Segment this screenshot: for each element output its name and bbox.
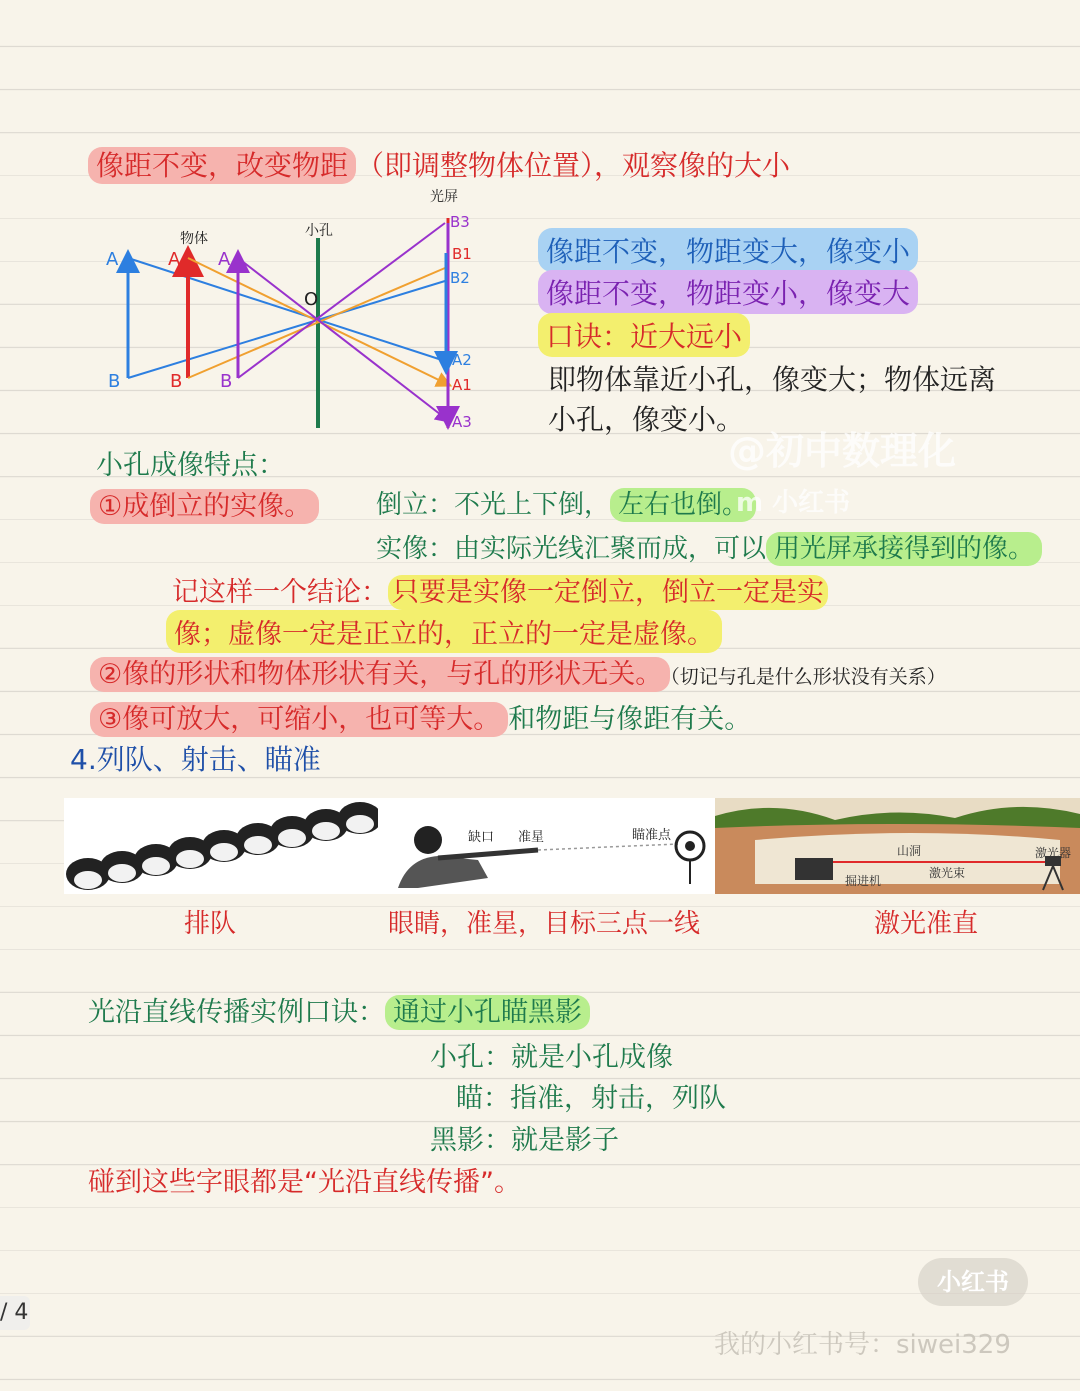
mnemonic-footer: 碰到这些字眼都是“光沿直线传播”。 xyxy=(88,1167,521,1198)
conclusion-lead: 记这样一个结论： xyxy=(172,577,388,608)
queue-illustration xyxy=(64,798,378,894)
feature-1-text: ①成倒立的实像。 xyxy=(90,489,319,524)
label-o: O xyxy=(304,289,319,310)
real-label: 实像： xyxy=(376,534,455,564)
label-notch: 缺口 xyxy=(468,830,495,845)
label-a1: A1 xyxy=(452,376,472,394)
label-a-red: A xyxy=(168,249,181,270)
rule-explain-2: 小孔，像变小。 xyxy=(548,403,745,436)
conclusion-line-1 xyxy=(172,570,828,609)
inverted-label: 倒立： xyxy=(376,490,455,520)
label-aim-point: 瞄准点 xyxy=(632,828,672,843)
section4-title: 4.列队、射击、瞄准 xyxy=(70,743,321,776)
conclusion-line-2: 像；虚像一定是正立的，正立的一定是虚像。 xyxy=(166,610,722,653)
caption-aiming: 眼睛，准星，目标三点一线 xyxy=(388,909,701,939)
label-a3: A3 xyxy=(452,413,472,431)
conclusion-text-1: 只要是实像一定倒立，倒立一定是实 xyxy=(388,575,828,610)
label-tunnel: 山洞 xyxy=(897,844,922,858)
rule-explain-1: 即物体靠近小孔，像变大；物体远离 xyxy=(548,363,997,396)
caption-laser: 激光准直 xyxy=(874,909,979,939)
label-b2: B2 xyxy=(450,269,470,287)
mnemonic-item-shadow: 黑影：就是影子 xyxy=(430,1125,619,1156)
label-a-blue: A xyxy=(106,249,119,270)
real-text: 由实际光线汇聚而成，可以 xyxy=(454,534,767,564)
label-laser-device: 激光器 xyxy=(1035,846,1072,860)
aiming-image xyxy=(378,798,715,894)
feature-1-real xyxy=(376,528,1042,565)
page-number: / 4 xyxy=(0,1296,30,1330)
label-screen: 光屏 xyxy=(430,189,458,205)
watermark-site: m 小红书 xyxy=(736,488,851,518)
rule-far-small: 像距不变，物距变大，像变小 xyxy=(538,228,918,272)
label-front-sight: 准星 xyxy=(518,830,545,845)
feature-2-note: （切记与孔是什么形状没有关系） xyxy=(670,666,946,688)
label-b3: B3 xyxy=(450,213,470,231)
feature-2-text: ②像的形状和物体形状有关，与孔的形状无关。 xyxy=(90,657,670,692)
label-a2: A2 xyxy=(452,351,472,369)
rule-near-large: 像距不变，物距变小，像变大 xyxy=(538,270,918,314)
mnemonic-highlight: 通过小孔瞄黑影 xyxy=(385,995,590,1030)
mnemonic-item-hole: 小孔：就是小孔成像 xyxy=(430,1042,673,1073)
caption-queue: 排队 xyxy=(184,909,237,939)
real-text-2: 用光屏承接得到的像。 xyxy=(766,532,1042,566)
feature-1-inverted xyxy=(376,484,756,521)
ray-blue-top xyxy=(128,258,445,361)
label-boring-machine: 掘进机 xyxy=(845,874,882,888)
xiaohongshu-logo: 小红书 xyxy=(918,1258,1028,1306)
feature-3 xyxy=(90,697,751,736)
feature-3-text: ③像可放大，可缩小，也可等大。 xyxy=(90,702,508,737)
heading-rest: （即调整物体位置），观察像的大小 xyxy=(356,149,791,182)
mnemonic-lead-line xyxy=(88,990,590,1029)
label-hole: 小孔 xyxy=(305,223,333,239)
mnemonic-lead: 光沿直线传播实例口诀： xyxy=(88,997,385,1028)
aiming-illustration xyxy=(378,798,715,894)
queue-image xyxy=(64,798,378,894)
heading-highlight: 像距不变，改变物距 xyxy=(88,147,356,184)
label-a-purple: A xyxy=(218,249,231,270)
ray-purple-bottom xyxy=(238,223,445,378)
top-heading xyxy=(88,144,790,184)
label-b-purple: B xyxy=(220,371,233,392)
feature-1 xyxy=(90,484,319,523)
watermark-account: 我的小红书号：siwei329 xyxy=(714,1330,1011,1360)
feature-2 xyxy=(90,652,946,691)
watermark-handle: @初中数理化 xyxy=(728,429,957,473)
inverted-text: 不光上下倒， xyxy=(454,490,611,520)
label-b1: B1 xyxy=(452,245,472,263)
feature-3-tail: 和物距与像距有关。 xyxy=(508,704,752,735)
features-title: 小孔成像特点： xyxy=(96,450,285,481)
pinhole-diagram xyxy=(100,183,490,433)
label-b-red: B xyxy=(170,371,183,392)
label-laser-beam: 激光束 xyxy=(929,866,966,880)
rule-mnemonic: 口诀：近大远小 xyxy=(538,313,750,357)
label-object: 物体 xyxy=(180,231,208,247)
mnemonic-item-aim: 瞄：指准，射击，列队 xyxy=(456,1083,726,1114)
laser-image xyxy=(715,798,1080,894)
label-b-blue: B xyxy=(108,371,121,392)
inverted-text-2: 左右也倒。 xyxy=(610,488,756,522)
